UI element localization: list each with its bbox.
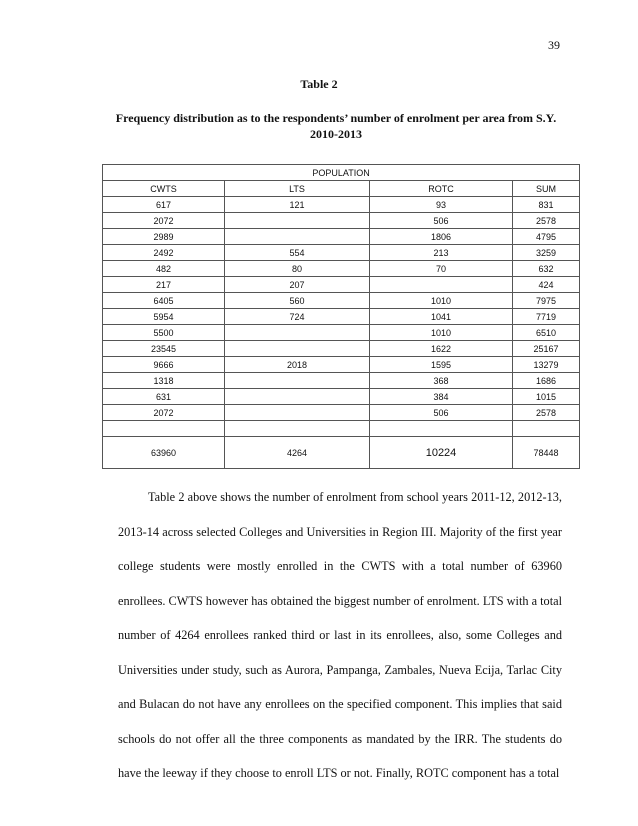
cell-cwts: 631 xyxy=(103,389,225,405)
table-row xyxy=(103,277,580,293)
cell-lts xyxy=(225,325,370,341)
cell-sum: 831 xyxy=(513,197,580,213)
table-row xyxy=(103,309,580,325)
cell-sum: 6510 xyxy=(513,325,580,341)
table-row xyxy=(103,389,580,405)
cell-sum: 424 xyxy=(513,277,580,293)
cell-cwts: 6405 xyxy=(103,293,225,309)
cell-sum: 632 xyxy=(513,261,580,277)
cell-lts: 560 xyxy=(225,293,370,309)
table-row xyxy=(103,261,580,277)
cell-cwts: 217 xyxy=(103,277,225,293)
column-header-row xyxy=(103,181,580,197)
cell-rotc: 1806 xyxy=(370,229,513,245)
total-rotc: 10224 xyxy=(370,437,513,469)
totals-row xyxy=(103,437,580,469)
cell-cwts: 1318 xyxy=(103,373,225,389)
cell-cwts: 2989 xyxy=(103,229,225,245)
cell-sum: 2578 xyxy=(513,405,580,421)
cell-rotc: 1010 xyxy=(370,325,513,341)
table-row xyxy=(103,405,580,421)
cell-sum: 7719 xyxy=(513,309,580,325)
total-cwts: 63960 xyxy=(103,437,225,469)
page-number: 39 xyxy=(548,38,560,52)
cell-rotc: 93 xyxy=(370,197,513,213)
table-row xyxy=(103,357,580,373)
cell-sum: 2578 xyxy=(513,213,580,229)
table-row xyxy=(103,325,580,341)
population-header: POPULATION xyxy=(103,165,580,181)
cell-cwts: 482 xyxy=(103,261,225,277)
cell-lts: 207 xyxy=(225,277,370,293)
cell-lts xyxy=(225,229,370,245)
cell-lts: 554 xyxy=(225,245,370,261)
enrolment-table xyxy=(102,164,580,469)
cell-lts xyxy=(225,341,370,357)
blank-row xyxy=(103,421,580,437)
table-row xyxy=(103,245,580,261)
cell-rotc: 1041 xyxy=(370,309,513,325)
table-title: Table 2 xyxy=(300,77,338,91)
cell-lts xyxy=(225,373,370,389)
cell-sum: 25167 xyxy=(513,341,580,357)
cell-cwts: 5954 xyxy=(103,309,225,325)
column-header-cwts: CWTS xyxy=(103,181,225,197)
cell-rotc: 213 xyxy=(370,245,513,261)
cell-rotc: 1595 xyxy=(370,357,513,373)
cell-lts: 724 xyxy=(225,309,370,325)
cell-rotc: 368 xyxy=(370,373,513,389)
total-lts: 4264 xyxy=(225,437,370,469)
table-row xyxy=(103,293,580,309)
cell-sum: 3259 xyxy=(513,245,580,261)
cell-lts xyxy=(225,213,370,229)
table-row xyxy=(103,213,580,229)
cell-rotc: 506 xyxy=(370,213,513,229)
cell-cwts: 2072 xyxy=(103,213,225,229)
column-header-sum: SUM xyxy=(513,181,580,197)
cell-cwts: 5500 xyxy=(103,325,225,341)
column-header-rotc: ROTC xyxy=(370,181,513,197)
cell-rotc: 506 xyxy=(370,405,513,421)
cell-cwts: 9666 xyxy=(103,357,225,373)
cell-rotc: 1622 xyxy=(370,341,513,357)
cell-rotc: 384 xyxy=(370,389,513,405)
table-row xyxy=(103,341,580,357)
column-header-lts: LTS xyxy=(225,181,370,197)
cell-sum: 1015 xyxy=(513,389,580,405)
table-row xyxy=(103,373,580,389)
cell-rotc: 70 xyxy=(370,261,513,277)
cell-rotc xyxy=(370,277,513,293)
cell-sum: 1686 xyxy=(513,373,580,389)
cell-cwts: 23545 xyxy=(103,341,225,357)
cell-sum: 13279 xyxy=(513,357,580,373)
cell-cwts: 617 xyxy=(103,197,225,213)
table-body xyxy=(103,197,580,469)
table-row xyxy=(103,229,580,245)
body-paragraph: Table 2 above shows the number of enrolment from school years 2011-12, 2012-13, 2013-14 across selected Colleges and Universities in Region III. Majority of the first year college students were mostly enrolled in the CWTS with a total number of 63960 enrollees. CWTS however has obtained the biggest number of enrolment. LTS with a total number of 4264 enrollees ranked third or last in its enrollees, also, some Colleges and Universities under study, such as Aurora, Pampanga, Zambales, Nueva Ecija, Tarlac City and Bulacan do not have any enrollees on the specified component. This implies that said schools do not offer all the three components as mandated by the IRR. The students do have the leeway if they choose to enroll LTS or not. Finally, ROTC component has a total xyxy=(118,490,562,780)
total-sum: 78448 xyxy=(513,437,580,469)
cell-lts xyxy=(225,405,370,421)
cell-lts: 2018 xyxy=(225,357,370,373)
table-caption: Frequency distribution as to the respondents’ number of enrolment per area from S.Y. 2010-2013 xyxy=(115,111,557,141)
cell-sum: 4795 xyxy=(513,229,580,245)
cell-lts: 80 xyxy=(225,261,370,277)
cell-lts: 121 xyxy=(225,197,370,213)
cell-cwts: 2492 xyxy=(103,245,225,261)
cell-rotc: 1010 xyxy=(370,293,513,309)
cell-sum: 7975 xyxy=(513,293,580,309)
cell-lts xyxy=(225,389,370,405)
table-row xyxy=(103,197,580,213)
cell-cwts: 2072 xyxy=(103,405,225,421)
